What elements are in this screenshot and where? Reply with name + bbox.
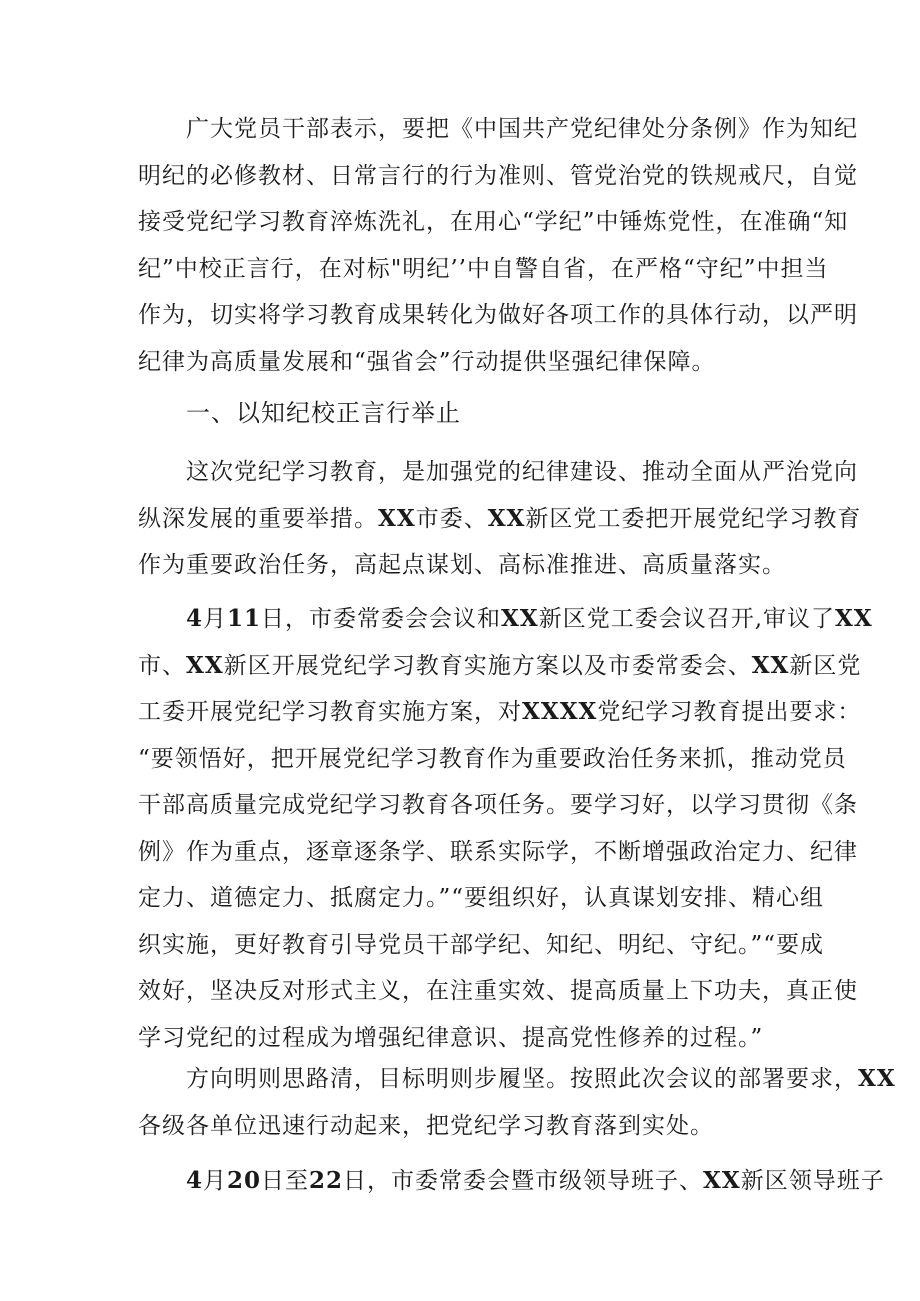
text-line: 效好，坚决反对形式主义，在注重实效、提高质量上下功夫，真正使 bbox=[138, 978, 858, 1004]
text-line: 纪”中校正言行，在对标"明纪’’中自警自省，在严格“守纪”中担当 bbox=[138, 255, 829, 282]
bold-token: 4 bbox=[186, 1167, 204, 1194]
bold-token: XX bbox=[835, 605, 873, 632]
text-line: 定力、道德定力、抵腐定力。”“要组织好，认真谋划安排、精心组 bbox=[138, 885, 825, 911]
bold-token: XX bbox=[186, 651, 224, 679]
text-line: 这次党纪学习教育，是加强党的纪律建设、推动全面从严治党向 bbox=[186, 459, 858, 485]
text-line: 4月20日至22日，市委常委会暨市级领导班子、XX新区领导班子 bbox=[186, 1167, 885, 1194]
text-line: 各级各单位迅速行动起来，把党纪学习教育落到实处。 bbox=[138, 1112, 714, 1139]
bold-token: XXXX bbox=[522, 698, 598, 725]
bold-token: XX bbox=[487, 504, 526, 532]
bold-token: 22 bbox=[309, 1167, 344, 1194]
text-line: 干部高质量完成党纪学习教育各项任务。要学习好，以学习贯彻《条 bbox=[138, 792, 858, 818]
intro-paragraph bbox=[138, 106, 858, 385]
bold-token: XX bbox=[751, 651, 790, 679]
bold-token: XX bbox=[501, 605, 539, 632]
body-paragraph-3 bbox=[138, 1056, 896, 1149]
text-line: 广大党员干部表示，要把《中国共产党纪律处分条例》作为知纪 bbox=[186, 116, 858, 142]
bold-token: XX bbox=[378, 504, 416, 532]
text-line: 作为重要政治任务，高起点谋划、高标准推进、高质量落实。 bbox=[138, 552, 786, 578]
text-line: 例》作为重点，逐章逐条学、联系实际学，不断增强政治定力、纪律 bbox=[138, 838, 858, 865]
bold-token: 11 bbox=[227, 605, 262, 632]
text-line: 工委开展党纪学习教育实施方案，对XXXX党纪学习教育提出要求： bbox=[138, 698, 862, 725]
text-line: 接受党纪学习教育淬炼洗礼，在用心“学纪”中锤炼党性，在准确“知 bbox=[138, 209, 849, 235]
text-line: 市、XX新区开展党纪学习教育实施方案以及市委常委会、XX新区党 bbox=[138, 651, 862, 679]
text-line: 作为，切实将学习教育成果转化为做好各项工作的具体行动，以严明 bbox=[138, 302, 858, 328]
bold-token: 20 bbox=[227, 1167, 262, 1194]
text-line: 4月11日，市委常委会会议和XX新区党工委会议召开,审议了XX bbox=[186, 605, 873, 632]
body-paragraph-2 bbox=[138, 596, 873, 1061]
body-paragraph-1 bbox=[138, 449, 862, 589]
text-line: 织实施，更好教育引导党员干部学纪、知纪、明纪、守纪。”“要成 bbox=[138, 931, 825, 958]
bold-token: XX bbox=[703, 1167, 741, 1194]
body-paragraph-4 bbox=[138, 1158, 885, 1205]
bold-token: XX bbox=[858, 1065, 896, 1092]
text-line: “要领悟好，把开展党纪学习教育作为重要政治任务来抓，推动党员 bbox=[138, 745, 847, 772]
bold-token: 4 bbox=[186, 605, 204, 632]
text-line: 明纪的必修教材、日常言行的行为准则、管党治党的铁规戒尺，自觉 bbox=[138, 162, 858, 189]
text-line: 纪律为高质量发展和“强省会”行动提供坚强纪律保障。 bbox=[138, 348, 716, 375]
text-line: 学习党纪的过程成为增强纪律意识、提高党性修养的过程。” bbox=[138, 1024, 764, 1051]
text-line: 方向明则思路清，目标明则步履坚。按照此次会议的部署要求，XX bbox=[186, 1065, 896, 1092]
section-heading: 一、以知纪校正言行举止 bbox=[186, 399, 461, 427]
text-line: 纵深发展的重要举措。XX市委、XX新区党工委把开展党纪学习教育 bbox=[138, 504, 862, 532]
